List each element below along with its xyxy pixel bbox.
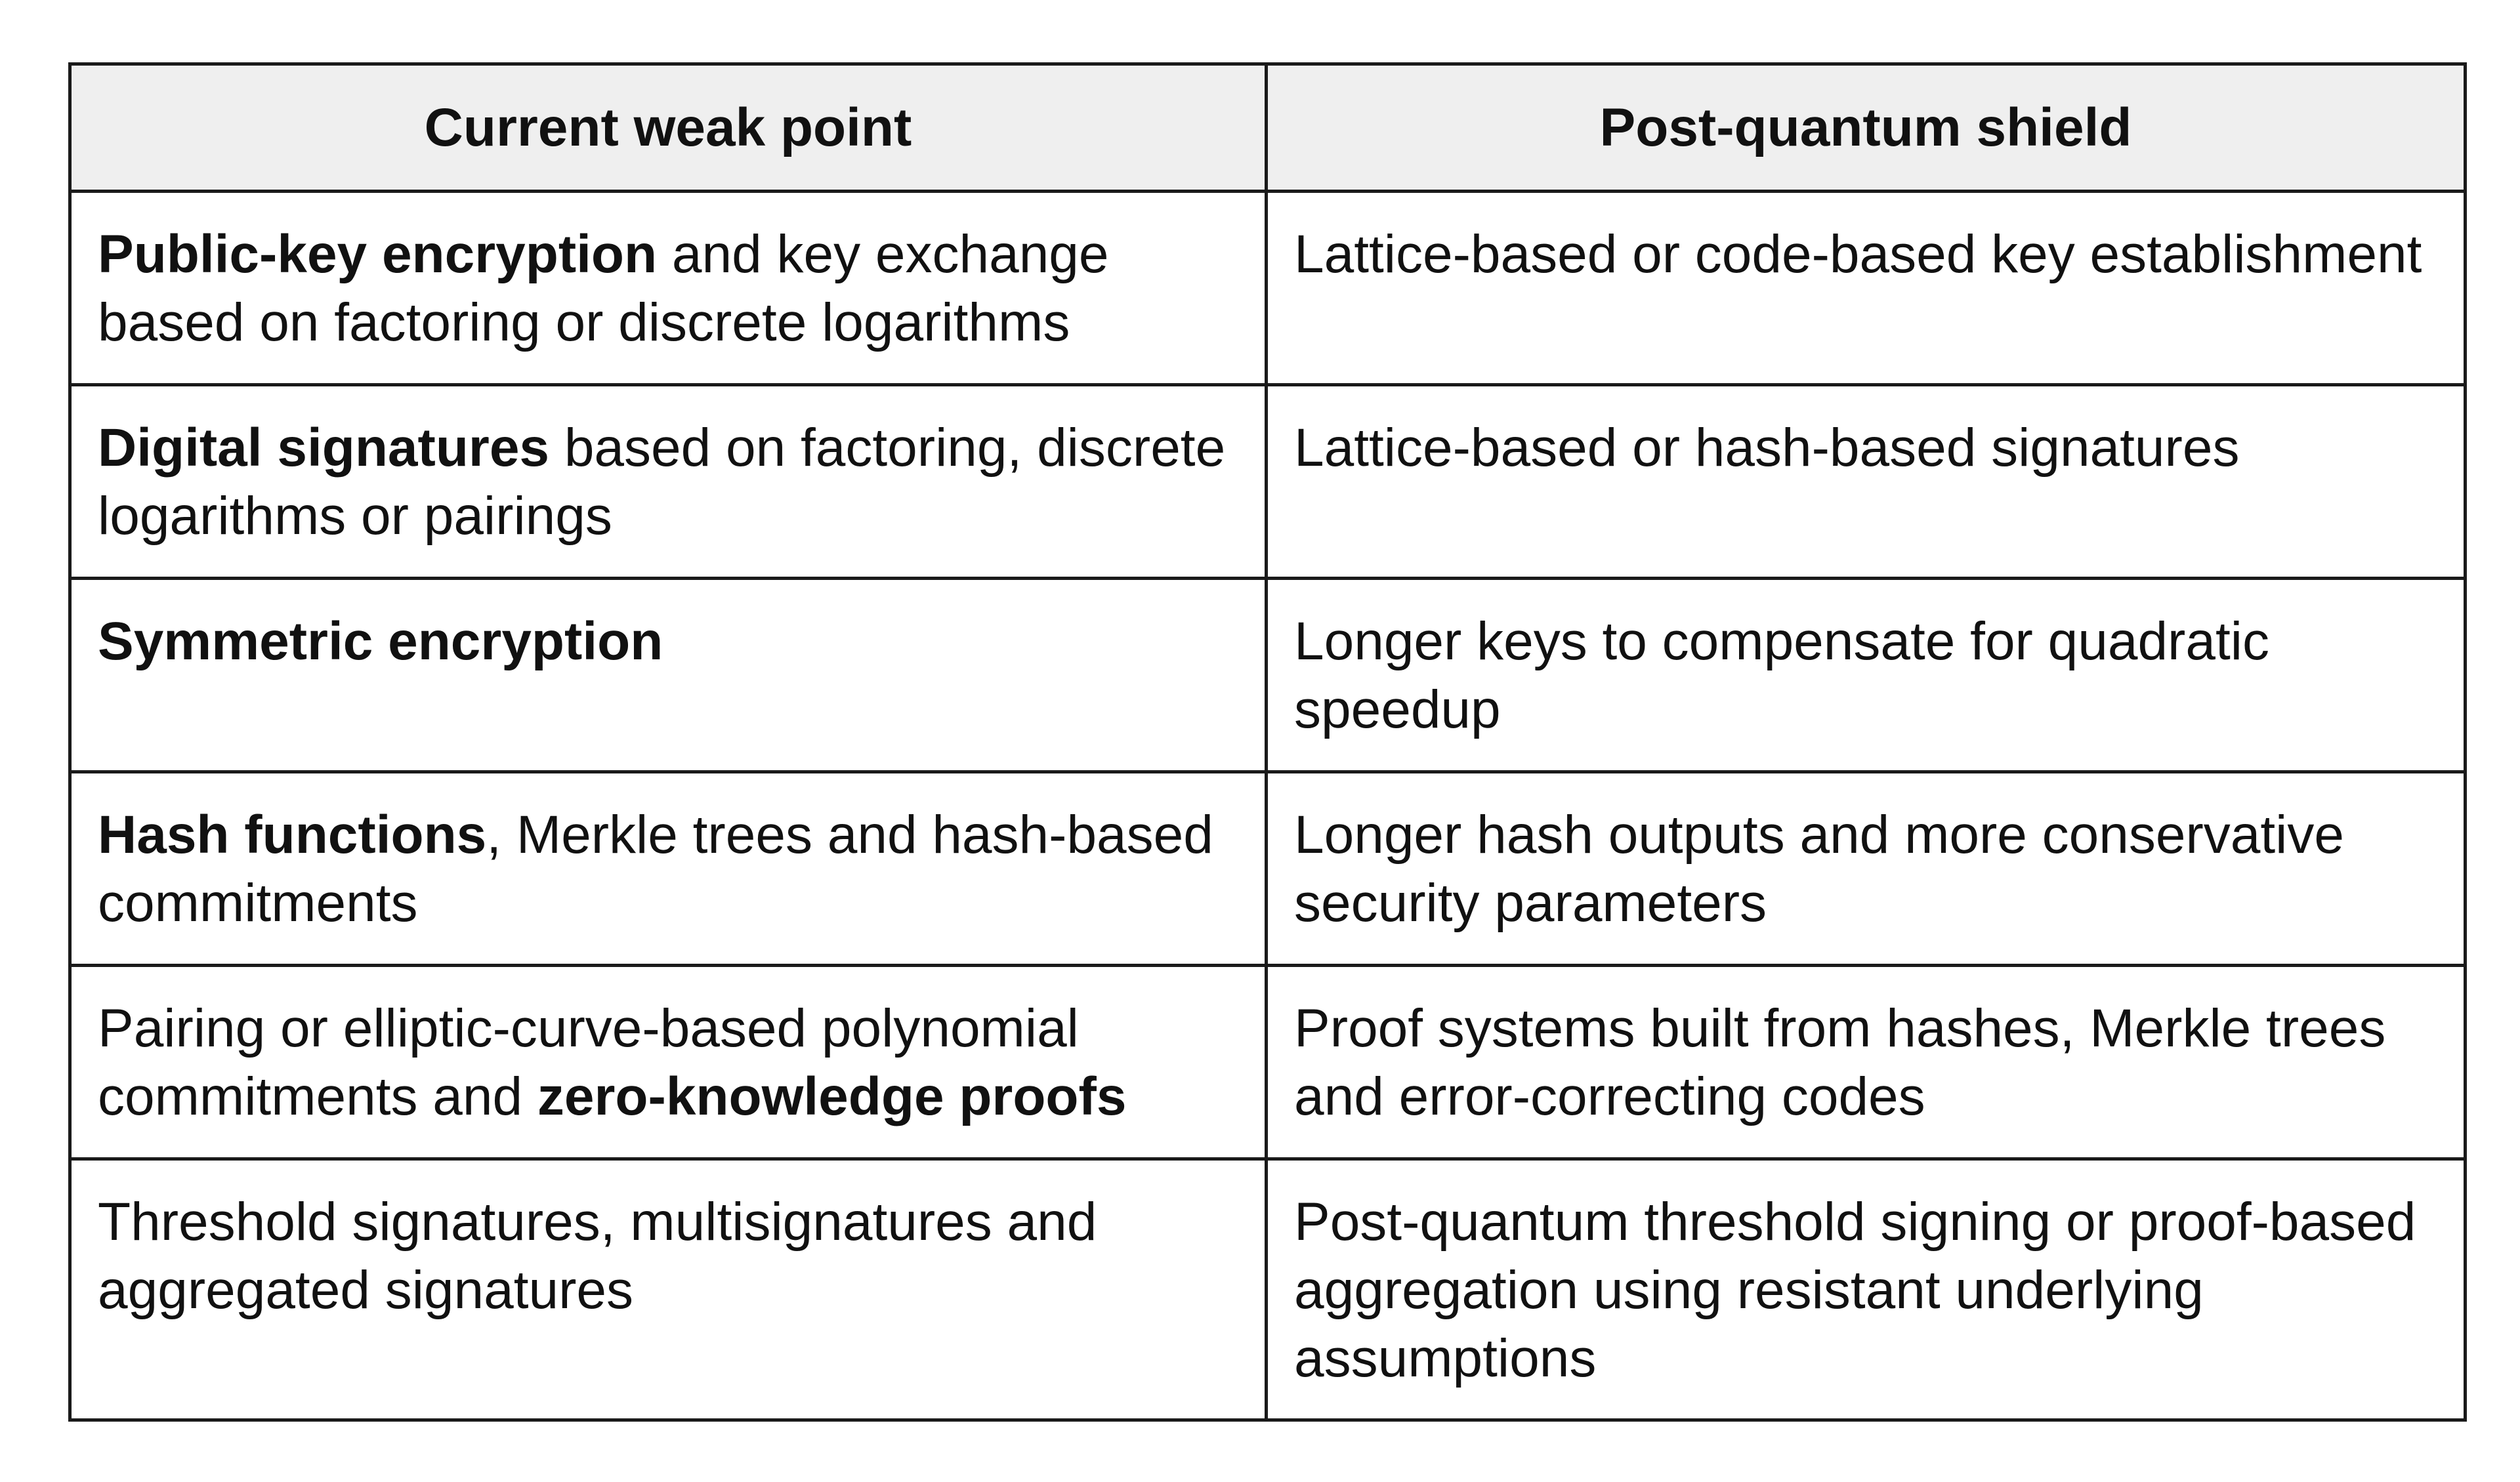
weak-point-cell: [70, 385, 1267, 579]
weak-point-cell: Threshold signatures, multisignatures and aggregated signatures: [70, 1159, 1267, 1420]
shield-cell: Lattice-based or hash-based signatures: [1267, 385, 2466, 579]
weak-point-term: Public-key encryption: [98, 224, 658, 284]
weak-point-term: zero-knowledge proofs: [537, 1067, 1127, 1126]
table-row: [70, 1159, 2466, 1420]
weak-point-detail: based on factoring, discrete logarithms or pairings: [98, 418, 1226, 546]
table-row: [70, 385, 2466, 579]
table-row: [70, 966, 2466, 1159]
header-current-weak-point: Current weak point: [70, 64, 1267, 192]
weak-point-term: Digital signatures: [98, 418, 550, 478]
weak-point-cell: [70, 192, 1267, 385]
table-row: [70, 772, 2466, 966]
shield-cell: Post-quantum threshold signing or proof-based aggregation using resistant underlying assumptions: [1267, 1159, 2466, 1420]
weak-point-term: Hash functions: [98, 805, 487, 865]
table-row: [70, 579, 2466, 772]
header-post-quantum-shield: Post-quantum shield: [1267, 64, 2466, 192]
weak-point-cell: [70, 579, 1267, 772]
weak-point-detail: Pairing or elliptic-curve-based polynomial commitments and: [98, 998, 1079, 1126]
header-row: [70, 64, 2466, 192]
weak-point-term: Symmetric encryption: [98, 611, 663, 671]
weak-point-cell: [70, 966, 1267, 1159]
shield-cell: Longer keys to compensate for quadratic speedup: [1267, 579, 2466, 772]
weak-point-detail: and key exchange based on factoring or discrete logarithms: [98, 224, 1109, 352]
shield-cell: Longer hash outputs and more conservative security parameters: [1267, 772, 2466, 966]
shield-cell: Lattice-based or code-based key establishment: [1267, 192, 2466, 385]
weak-point-detail: , Merkle trees and hash-based commitments: [98, 805, 1213, 933]
shield-cell: Proof systems built from hashes, Merkle trees and error-correcting codes: [1267, 966, 2466, 1159]
weak-point-cell: [70, 772, 1267, 966]
comparison-table: [68, 62, 2467, 1422]
table-row: [70, 192, 2466, 385]
